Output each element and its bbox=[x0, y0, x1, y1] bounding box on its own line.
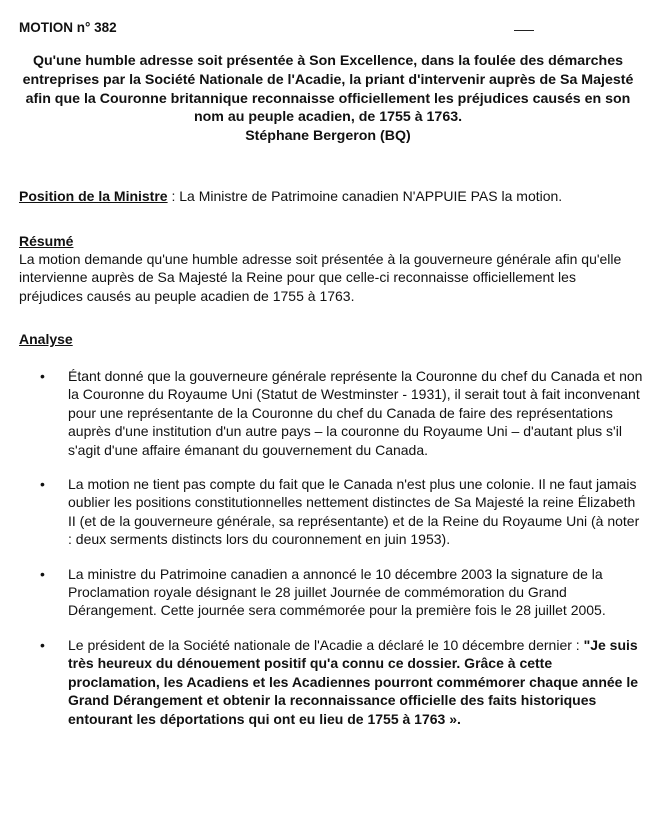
list-item bbox=[38, 636, 644, 728]
position-text: La Ministre de Patrimoine canadien N'APPUIE PAS la motion. bbox=[179, 188, 563, 204]
bullet-text: Le président de la Société nationale de l'Acadie a déclaré le 10 décembre dernier : bbox=[68, 636, 584, 653]
motion-text: Qu'une humble adresse soit présentée à Son Excellence, dans la foulée des démarches entreprises par la Société Nationale de l'Acadie, la priant d'intervenir auprès de Sa Majesté afin que la Couronne britannique reconnaisse officiellement les préjudices causés en son nom au peuple acadien, de 1755 à 1763. bbox=[22, 53, 634, 126]
bullet-icon: • bbox=[40, 565, 45, 582]
analyse-heading: Analyse bbox=[19, 331, 73, 347]
bullet-quote: "Je suis très heureux du dénouement positif qu'a connu ce dossier. Grâce à cette proclamation, les Acadiens et les Acadiennes pourront commémorer chaque année le Grand Dérangement et obtenir la reconnaissance officielle des faits historiques entourant les déportations qui ont eu lieu de 1755 à 1763 ». bbox=[68, 636, 639, 727]
motion-author: Stéphane Bergeron (BQ) bbox=[245, 128, 411, 145]
bullet-text: La motion ne tient pas compte du fait que le Canada n'est plus une colonie. Il ne faut jamais oublier les positions constitutionnelles nettement distinctes de Sa Majesté la reine Élizabeth II (et de la gouverneure générale, sa représentante) et de la Reine du Royaume Uni (à noter : deux serments distincts lors du couronnement en juin 1953). bbox=[68, 476, 640, 548]
bullet-icon: • bbox=[40, 368, 45, 384]
minister-position bbox=[19, 187, 649, 205]
bullet-icon: • bbox=[40, 636, 45, 653]
bullet-icon: • bbox=[40, 476, 45, 493]
bullet-text: Étant donné que la gouverneure générale représente la Couronne du chef du Canada et non la Couronne du Royaume Uni (Statut de Westminster - 1931), il serait tout à fait inconvenant pour une représentante de la Couronne du chef du Canada de faire des représentations auprès d'une institution d'un autre pays – la couronne du Royaume Uni – d'autant plus s'il s'agit d'une affaire émanant du gouvernement du Canada. bbox=[68, 368, 643, 458]
analyse-bullet-list bbox=[38, 367, 644, 744]
list-item bbox=[38, 367, 644, 459]
list-item bbox=[38, 475, 644, 549]
list-item bbox=[38, 565, 644, 620]
resume-heading: Résumé bbox=[19, 233, 74, 249]
resume-text: La motion demande qu'une humble adresse soit présentée à la gouverneure générale afin qu'elle intervienne auprès de Sa Majesté la Reine pour que celle-ci reconnaisse officiellement les préjudices causés au peuple acadien de 1755 à 1763. bbox=[19, 251, 622, 304]
motion-text-block bbox=[20, 52, 636, 146]
motion-number: MOTION n° 382 bbox=[19, 20, 117, 35]
position-label: Position de la Ministre bbox=[19, 188, 168, 204]
bullet-text: La ministre du Patrimoine canadien a annoncé le 10 décembre 2003 la signature de la Proclamation royale désignant le 28 juillet Journée de commémoration du Grand Dérangement. Cette journée sera commémorée pour la première fois le 28 juillet 2005. bbox=[68, 565, 606, 619]
position-separator: : bbox=[167, 188, 180, 204]
handwritten-dash-mark bbox=[514, 30, 534, 31]
